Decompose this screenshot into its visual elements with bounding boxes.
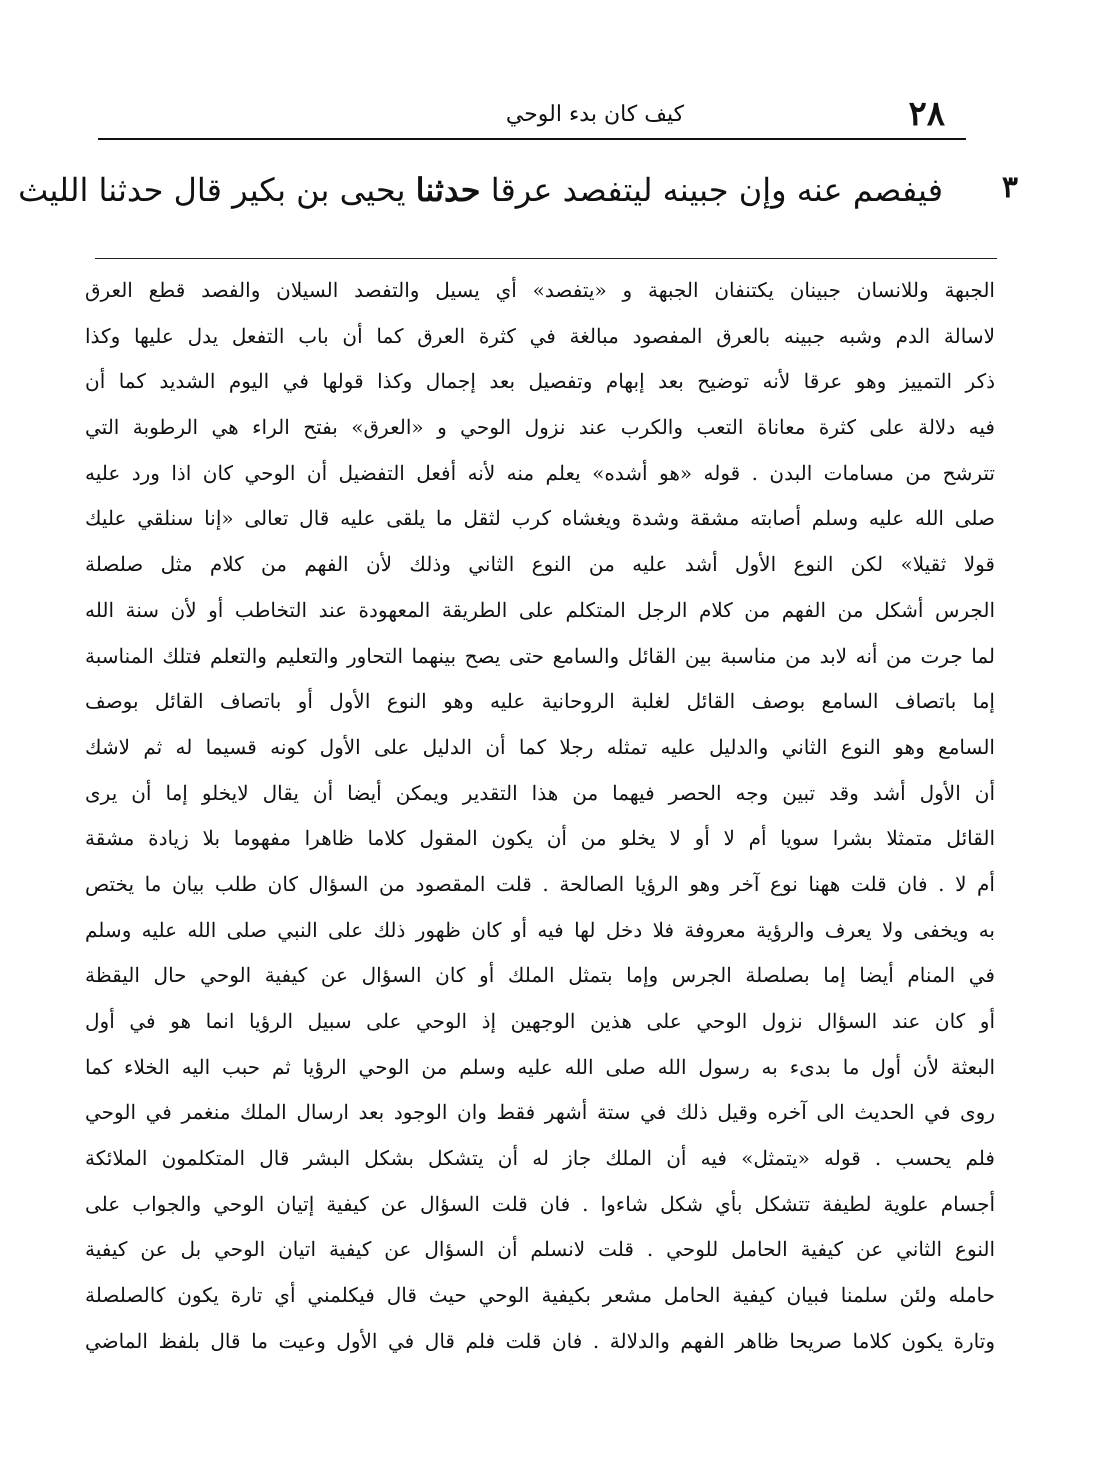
commentary-line: أجسام علوية لطيفة تتشكل بأي شكل شاءوا . فان قلت السؤال عن كيفية إتيان الوحي والجواب على	[85, 1191, 995, 1216]
commentary-line: القائل متمثلا بشرا سويا أم لا أو لا يخلو من أن يكون المقول كلاما ظاهرا مفهوما بلا زيادة مشقة	[85, 826, 995, 851]
commentary-line: قولا ثقيلا» لكن النوع الأول أشد عليه من النوع الثاني وذلك لأن الفهم من كلام مثل صلصلة	[85, 552, 995, 577]
commentary-line: الجرس أشكل من الفهم من كلام الرجل المتكلم على الطريقة المعهودة عند التخاطب أو لأن سنة الله	[85, 597, 995, 622]
commentary-line: صلى الله عليه وسلم أصابته مشقة وشدة ويغشاه كرب لثقل ما يلقى عليه قال تعالى «إنا سنلقي عليك	[85, 506, 995, 531]
commentary-line: ذكر التمييز وهو عرقا لأنه توضيح بعد إبهام وتفصيل بعد إجمال وكذا قولها في اليوم الشديد كما أن	[85, 369, 995, 394]
hadith-text-after: يحيى بن بكير قال حدثنا الليث	[18, 171, 406, 209]
commentary-line: أو كان عند السؤال نزول الوحي على هذين الوجهين إذ الوحي على سبيل الرؤيا انما هو في أول	[85, 1009, 995, 1033]
hadith-divider	[95, 258, 997, 259]
commentary-line: الجبهة وللانسان جبينان يكتنفان الجبهة و «يتفصد» أي يسيل والتفصد السيلان والفصد قطع العرق	[85, 278, 995, 302]
page-number: ٢٨	[908, 94, 945, 134]
commentary-line: فيه دلالة على كثرة معاناة التعب والكرب عند نزول الوحي و «العرق» بفتح الراء هي الرطوبة التي	[85, 415, 995, 440]
commentary-line: وتارة يكون كلاما صريحا ظاهر الفهم والدلالة . فان قلت فلم قال في الأول وعيت ما قال بلفظ الماضي	[85, 1328, 996, 1353]
commentary-line: تترشح من مسامات البدن . قوله «هو أشده» يعلم منه لأنه أفعل التفضيل أن الوحي كان اذا ورد عليه	[85, 460, 995, 485]
commentary-line: فلم يحسب . قوله «يتمثل» فيه أن الملك جاز له أن يتشكل بشكل البشر قال المتكلمون الملائكة	[85, 1146, 995, 1171]
hadith-number: ٣	[1001, 170, 1018, 205]
header-divider	[98, 138, 966, 140]
commentary-line: السامع وهو النوع الثاني والدليل عليه تمثله رجلا كما أن الدليل على الأول كونه قسيما له ثم لاشك	[85, 734, 995, 759]
commentary-line: أم لا . فان قلت ههنا نوع آخر وهو الرؤيا الصالحة . قلت المقصود من السؤال كان طلب بيان ما يختص	[85, 871, 995, 896]
commentary-line: في المنام أيضا إما بصلصلة الجرس وإما بتمثل الملك أو كان السؤال عن كيفية الوحي حال اليقظة	[85, 963, 995, 988]
commentary-line: النوع الثاني عن كيفية الحامل للوحي . قلت لانسلم أن السؤال عن كيفية اتيان الوحي بل عن كيفية	[85, 1237, 995, 1262]
hadith-text-before: فيفصم عنه وإن جبينه ليتفصد عرقا	[490, 171, 943, 209]
running-head	[95, 92, 1095, 140]
commentary-line: حامله ولئن سلمنا فبيان كيفية الحامل مشعر بكيفية الوحي حيث قال فيكلمني أي تارة يكون كالصلصلة	[85, 1283, 995, 1308]
commentary-line: البعثة لأن أول ما بدىء به رسول الله صلى الله عليه وسلم من الوحي الرؤيا ثم حبب اليه الخلاء كما	[85, 1054, 995, 1079]
hadith-text	[18, 160, 943, 220]
commentary-line: به ويخفى ولا يعرف والرؤية معروفة فلا دخل لها فيه أو كان ظهور ذلك على النبي صلى الله عليه وسلم	[85, 917, 995, 942]
commentary-line: إما باتصاف السامع بوصف القائل لغلبة الروحانية عليه وهو النوع الأول أو باتصاف القائل بوصف	[85, 689, 995, 714]
commentary-line: لما جرت من أنه لابد من مناسبة بين القائل والسامع حتى يصح بينهما التحاور والتعليم والتعلم فتلك المناسبة	[85, 643, 995, 668]
commentary-line: أن الأول أشد وقد تبين وجه الحصر فيهما من هذا التقدير ويمكن أيضا أن يقال لايخلو إما أن يرى	[85, 780, 995, 805]
commentary-block	[85, 268, 995, 1365]
commentary-line: روى في الحديث الى آخره وقيل ذلك في ستة أشهر فقط وان الوجود بعد ارسال الملك منغمر في الوحي	[85, 1100, 995, 1125]
hadith-haddathana: حدثنا	[415, 171, 481, 209]
commentary-line: لاسالة الدم وشبه جبينه بالعرق المفصود مبالغة في كثرة العرق كما أن باب التفعل يدل عليها وكذا	[85, 323, 995, 348]
chapter-title: كيف كان بدء الوحي	[505, 102, 685, 127]
